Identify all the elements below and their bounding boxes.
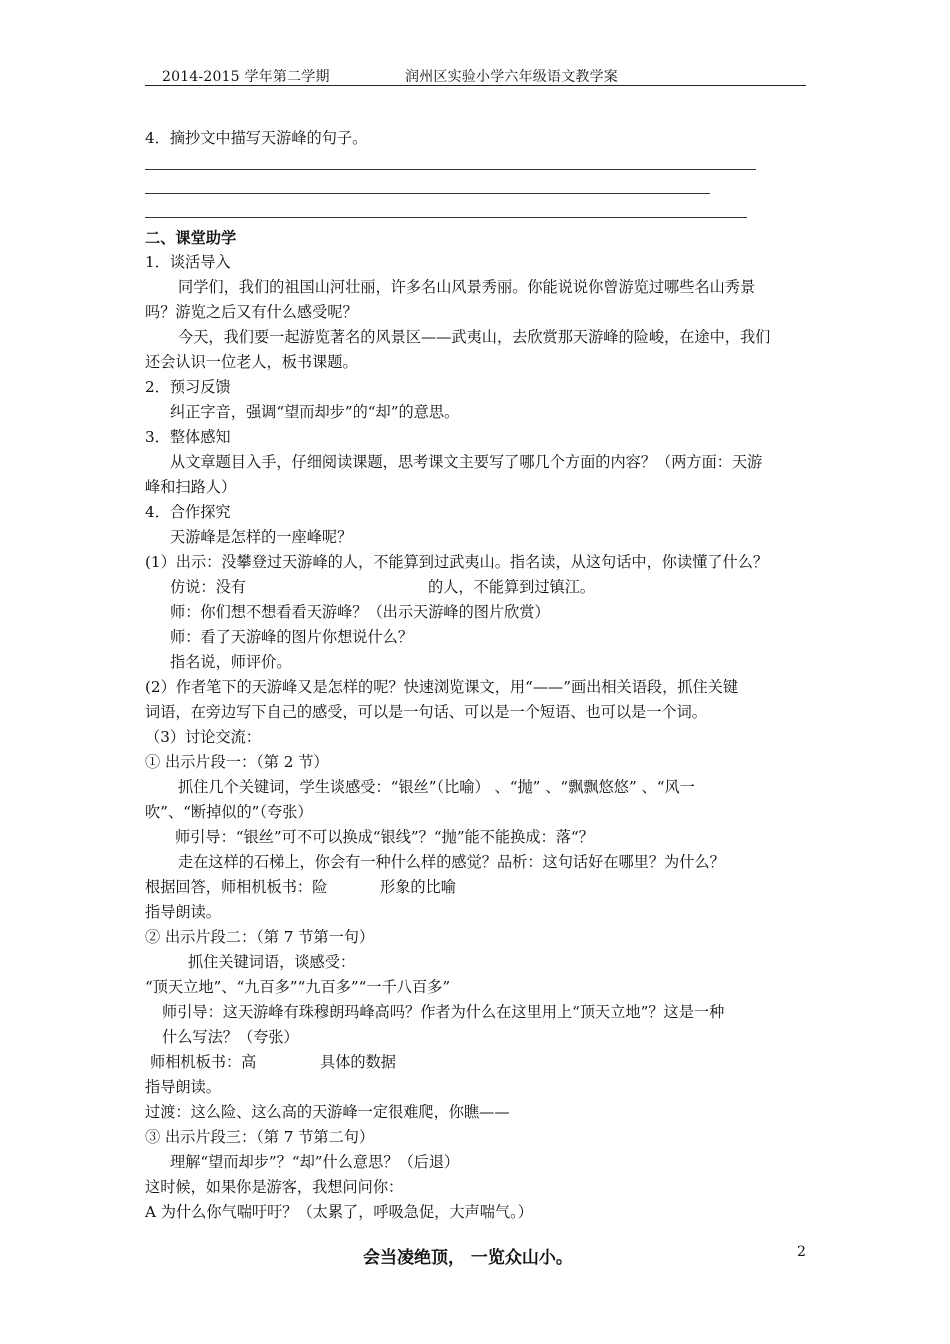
section-heading: 二、课堂助学 [145,229,237,247]
paragraph-line: 指导朗读。 [145,1078,221,1096]
step-heading: 4．合作探究 [145,503,231,521]
header-term: 2014-2015 学年第二学期 [162,69,330,85]
footer-motto: 会当凌绝顶， 一览众山小。 [363,1248,573,1268]
paragraph-line: 走在这样的石梯上，你会有一种什么样的感觉？品析：这句话好在哪里？为什么？ [178,853,725,871]
paragraph-line: 吹”、“断掉似的”（夸张） [145,803,313,821]
paragraph-line: 师：看了天游峰的图片你想说什么？ [170,628,413,646]
paragraph-line: 抓住关键词语，谈感受： [188,953,356,971]
paragraph-line: 还会认识一位老人，板书课题。 [145,353,358,371]
step-heading: 3．整体感知 [145,428,231,446]
paragraph-line: 指导朗读。 [145,903,221,921]
paragraph-line: 的人，不能算到过镇江。 [428,578,596,596]
paragraph-line: 吗？游览之后又有什么感受呢？ [145,303,358,321]
header-divider [145,85,806,86]
paragraph-line: 从文章题目入手，仔细阅读课题，思考课文主要写了哪几个方面的内容？（两方面：天游 [170,453,763,471]
paragraph-line: 师引导：这天游峰有珠穆朗玛峰高吗？作者为什么在这里用上“顶天立地”？这是一种 [162,1003,725,1021]
paragraph-line: ② 出示片段二：（第 7 节第一句） [145,928,375,946]
paragraph-line: 天游峰是怎样的一座峰呢？ [170,528,353,546]
paragraph-line: 今天，我们要一起游览著名的风景区——武夷山，去欣赏那天游峰的险峻，在途中，我们 [178,328,771,346]
paragraph-line: ① 出示片段一：（第 2 节） [145,753,329,771]
paragraph-line: 师引导：“银丝”可不可以换成“银线”？“抛”能不能换成：落“？ [175,828,594,846]
header-school-title: 润州区实验小学六年级语文教学案 [405,69,618,85]
answer-line-1 [145,169,756,170]
paragraph-line: 师：你们想不想看看天游峰？（出示天游峰的图片欣赏） [170,603,550,621]
step-heading: 1．谈活导入 [145,253,231,271]
step-heading: 2．预习反馈 [145,378,231,396]
paragraph-line: 具体的数据 [320,1053,396,1071]
paragraph-line: (1）出示：没攀登过天游峰的人，不能算到过武夷山。指名读，从这句话中，你读懂了什么？ [145,553,769,571]
paragraph-line: 抓住几个关键词，学生谈感受：“银丝”（比喻） 、“抛” 、“飘飘悠悠” 、“风一 [178,778,695,796]
answer-line-3 [145,217,747,218]
paragraph-line: ③ 出示片段三：（第 7 节第二句） [145,1128,375,1146]
paragraph-line: 过渡：这么险、这么高的天游峰一定很难爬，你瞧—— [145,1103,510,1121]
paragraph-line: 词语，在旁边写下自己的感受，可以是一句话、可以是一个短语、也可以是一个词。 [145,703,707,721]
paragraph-line: A 为什么你气喘吁吁？（太累了，呼吸急促，大声喘气。） [145,1203,533,1221]
paragraph-line: “顶天立地”、“九百多”“九百多”“一千八百多” [145,978,451,996]
question-4: 4．摘抄文中描写天游峰的句子。 [145,129,368,147]
paragraph-line: 这时候，如果你是游客，我想问问你： [145,1178,404,1196]
paragraph-line: 峰和扫路人） [145,478,237,496]
paragraph-line: （3）讨论交流： [145,728,261,746]
paragraph-line: 根据回答，师相机板书：险 [145,878,328,896]
paragraph-line: (2）作者笔下的天游峰又是怎样的呢？快速浏览课文，用“——”画出相关语段，抓住关键 [145,678,739,696]
paragraph-line: 形象的比喻 [380,878,456,896]
paragraph-line: 什么写法？（夸张） [162,1028,299,1046]
paragraph-line: 纠正字音，强调“望而却步”的“却”的意思。 [170,403,460,421]
paragraph-line: 师相机板书：高 [150,1053,257,1071]
answer-line-2 [145,193,710,194]
page-number: 2 [797,1244,806,1260]
paragraph-line: 理解“望而却步”？“却”什么意思？（后退） [170,1153,460,1171]
paragraph-line: 仿说：没有 [170,578,246,596]
paragraph-line: 指名说，师评价。 [170,653,292,671]
paragraph-line: 同学们，我们的祖国山河壮丽，许多名山风景秀丽。你能说说你曾游览过哪些名山秀景 [178,278,756,296]
